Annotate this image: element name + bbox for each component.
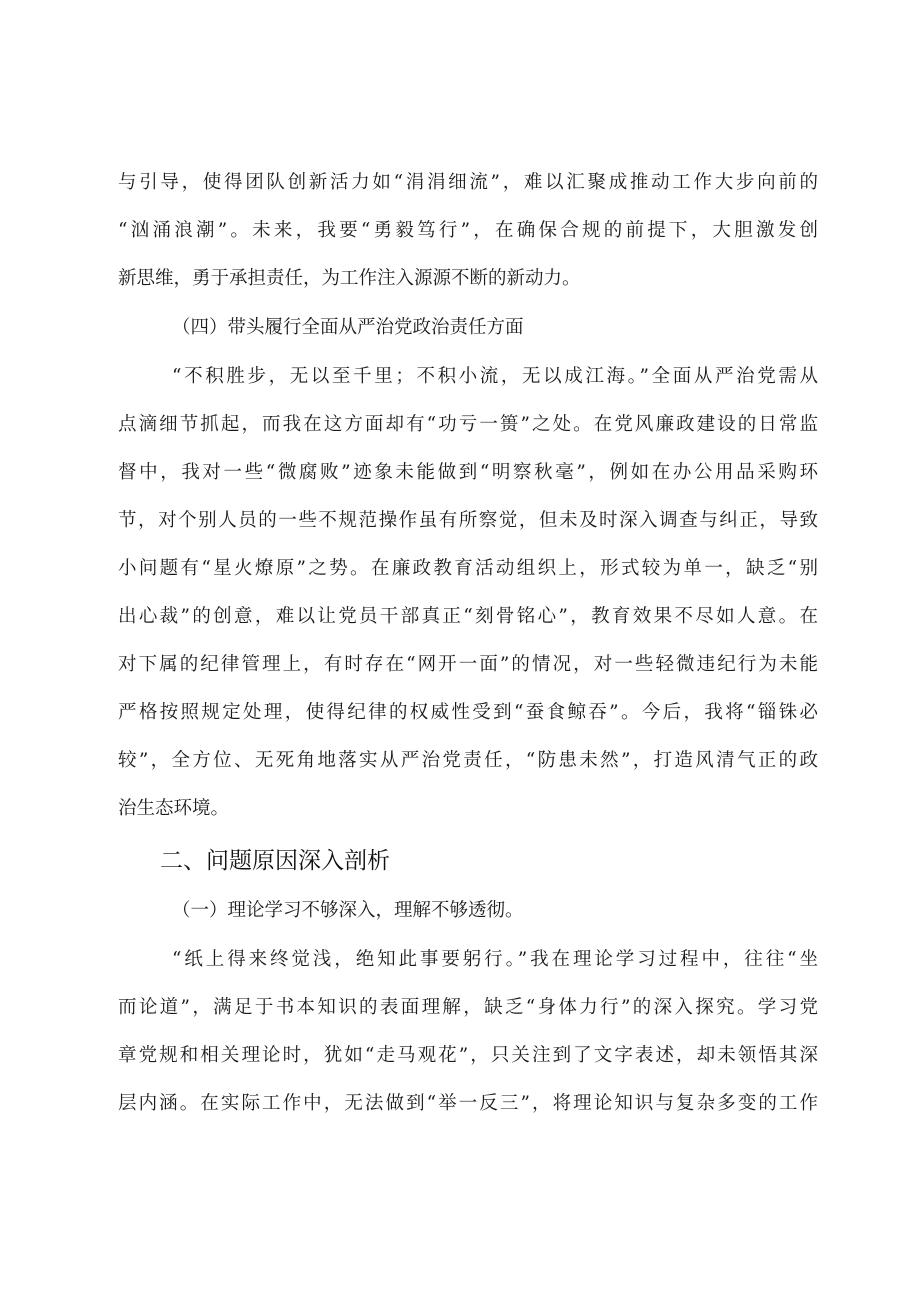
paragraph-line: “不积胜步，无以至千里；不积小流，无以成江海。”全面从严治党需从 xyxy=(172,366,818,387)
paragraph-line: 章党规和相关理论时，犹如“走马观花”，只关注到了文字表述，却未领悟其深 xyxy=(118,1045,818,1066)
paragraph-line: 严格按照规定处理，使得纪律的权威性受到“蚕食鲸吞”。今后，我将“锱铢必 xyxy=(118,702,818,723)
section-subheading: （一）理论学习不够深入，理解不够透彻。 xyxy=(172,900,524,921)
paragraph-line: “汹涌浪潮”。未来，我要“勇毅笃行”，在确保合规的前提下，大胆激发创 xyxy=(118,220,818,241)
paragraph-line: 出心裁”的创意，难以让党员干部真正“刻骨铭心”，教育效果不尽如人意。在 xyxy=(118,606,818,627)
paragraph-line: 较”，全方位、无死角地落实从严治党责任，“防患未然”，打造风清气正的政 xyxy=(118,750,818,771)
paragraph-line: 点滴细节抓起，而我在这方面却有“功亏一篑”之处。在党风廉政建设的日常监 xyxy=(118,414,818,435)
paragraph-line: 而论道”，满足于书本知识的表面理解，缺乏“身体力行”的深入探究。学习党 xyxy=(118,997,818,1018)
paragraph-line: 小问题有“星火燎原”之势。在廉政教育活动组织上，形式较为单一，缺乏“别 xyxy=(118,558,818,579)
section-heading: 二、问题原因深入剖析 xyxy=(160,848,390,874)
paragraph-line: 治生态环境。 xyxy=(118,798,230,819)
paragraph-line: 层内涵。在实际工作中，无法做到“举一反三”，将理论知识与复杂多变的工作 xyxy=(118,1093,818,1114)
paragraph-line: 与引导，使得团队创新活力如“涓涓细流”，难以汇聚成推动工作大步向前的 xyxy=(118,172,818,193)
paragraph-line: 新思维，勇于承担责任，为工作注入源源不断的新动力。 xyxy=(118,268,581,289)
section-subheading: （四）带头履行全面从严治党政治责任方面 xyxy=(172,317,524,338)
paragraph-line: “纸上得来终觉浅，绝知此事要躬行。”我在理论学习过程中，往往“坐 xyxy=(172,949,818,970)
paragraph-line: 对下属的纪律管理上，有时存在“网开一面”的情况，对一些轻微违纪行为未能 xyxy=(118,654,818,675)
paragraph-line: 督中，我对一些“微腐败”迹象未能做到“明察秋毫”，例如在办公用品采购环 xyxy=(118,462,818,483)
paragraph-line: 节，对个别人员的一些不规范操作虽有所察觉，但未及时深入调查与纠正，导致 xyxy=(118,510,818,531)
